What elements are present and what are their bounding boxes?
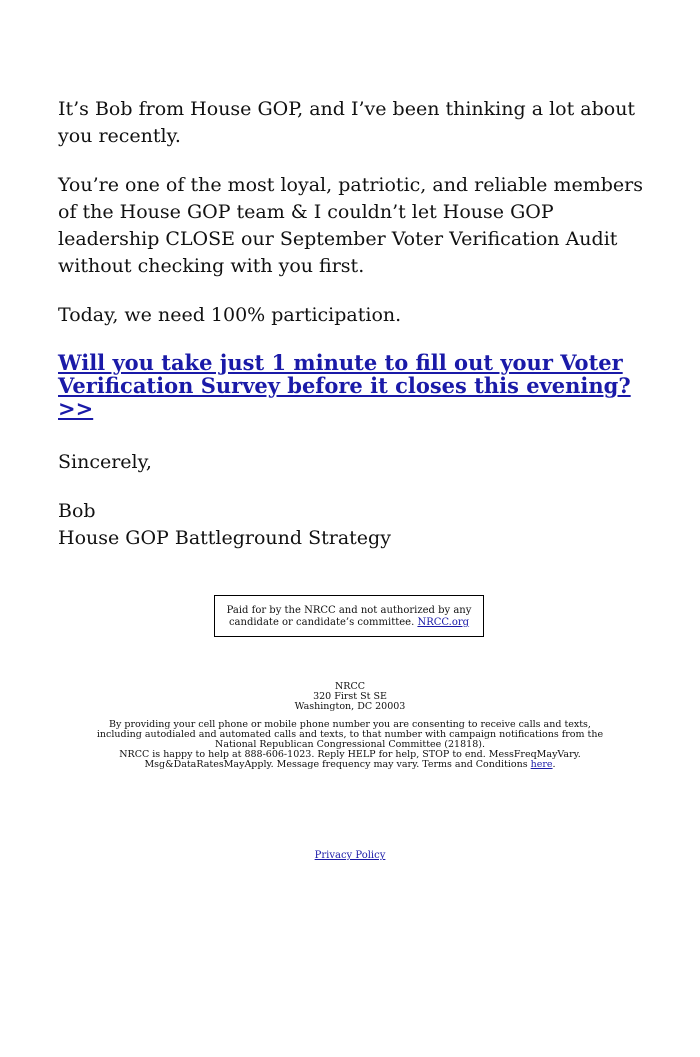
privacy-section	[0, 850, 700, 861]
org-name: NRCC	[334, 681, 365, 692]
help-text: NRCC is happy to help at 888-606-1023. Reply HELP for help, STOP to end. MessFreqMayVary. Msg&DataRatesMayApply. Message frequency may vary. Terms and Conditions	[119, 749, 581, 770]
disclaimer-text: Paid for by the NRCC and not authorized by any candidate or candidate’s committee.	[226, 605, 472, 628]
survey-cta-link[interactable]: Will you take just 1 minute to fill out your Voter Verification Survey before it closes this evening? >>	[58, 350, 631, 421]
mailing-address	[90, 682, 610, 712]
paid-for-disclaimer	[214, 595, 484, 637]
street-address: 320 First St SE	[313, 691, 387, 702]
closing-text: Sincerely,	[58, 451, 152, 473]
footer	[90, 682, 610, 770]
email-body	[58, 96, 648, 420]
signoff	[58, 449, 391, 552]
sender-name: Bob	[58, 500, 96, 522]
privacy-policy-link[interactable]: Privacy Policy	[314, 850, 386, 861]
participation-paragraph: Today, we need 100% participation.	[58, 304, 402, 326]
nrcc-org-link[interactable]: NRCC.org	[417, 617, 470, 628]
sender-title: House GOP Battleground Strategy	[58, 527, 391, 549]
loyalty-paragraph: You’re one of the most loyal, patriotic, and reliable members of the House GOP team & I couldn’t let House GOP leadership CLOSE our September Voter Verification Audit without checking with you first.	[58, 174, 643, 277]
consent-text: By providing your cell phone or mobile phone number you are consenting to receive calls and texts, including autodialed and automated calls and texts, to that number with campaign notifications from the National Republican Congressional Committee (21818).	[96, 719, 604, 750]
help-text-line: NRCC is happy to help at 888-606-1023. Reply HELP for help, STOP to end. MessFreqMayVary. Msg&DataRatesMayApply. Message frequency may vary. Terms and Conditions here.	[119, 749, 581, 770]
intro-paragraph: It’s Bob from House GOP, and I’ve been thinking a lot about you recently.	[58, 98, 636, 147]
terms-link[interactable]: here	[530, 759, 553, 770]
city-address: Washington, DC 20003	[294, 701, 406, 712]
